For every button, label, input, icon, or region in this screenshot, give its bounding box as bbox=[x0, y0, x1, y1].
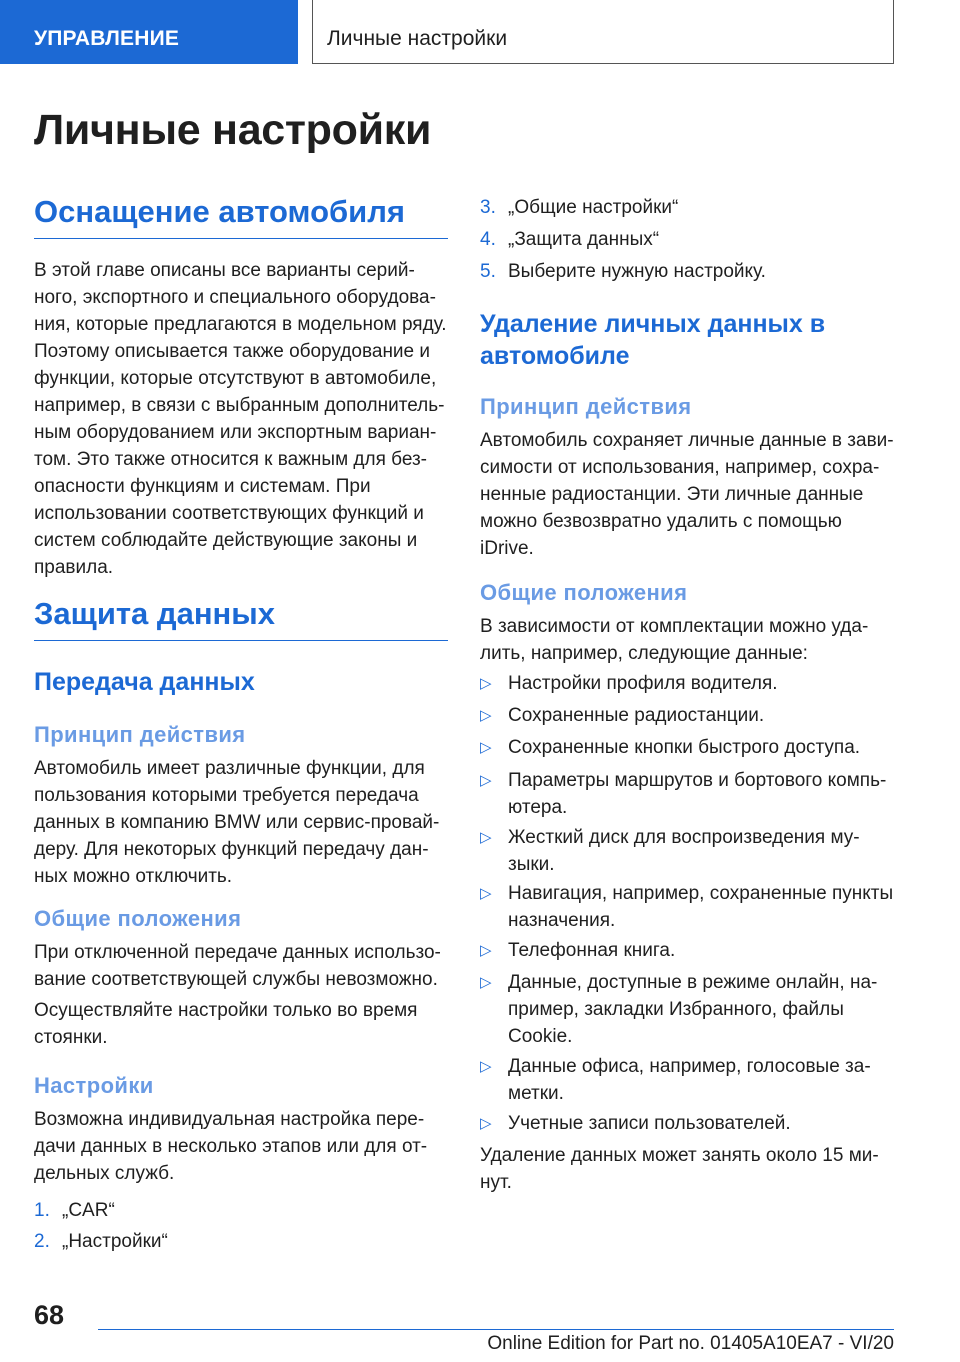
settings-heading: Настройки bbox=[34, 1073, 154, 1098]
step-item bbox=[34, 1197, 448, 1224]
equipment-paragraph bbox=[34, 257, 448, 581]
bullet-triangle-icon: ▷ bbox=[480, 675, 492, 692]
bullet-text: назначения. bbox=[508, 910, 616, 931]
bullet-text: ютера. bbox=[508, 797, 568, 818]
step-number: 3. bbox=[480, 197, 496, 218]
step-text: „Настройки“ bbox=[62, 1231, 168, 1252]
text-line: В зависимости от комплектации можно уда- bbox=[480, 616, 869, 637]
general-heading: Общие положения bbox=[480, 580, 688, 605]
text-line: пользования которыми требуется передача bbox=[34, 785, 419, 806]
text-line: лить, например, следующие данные: bbox=[480, 643, 808, 664]
general-paragraph bbox=[480, 613, 894, 667]
header-section-tab: УПРАВЛЕНИЕ bbox=[0, 0, 298, 64]
bullet-item bbox=[480, 767, 894, 821]
text-line: Автомобиль сохраняет личные данные в зави- bbox=[480, 430, 894, 451]
text-line: Возможна индивидуальная настройка пере- bbox=[34, 1109, 425, 1130]
data-protection-heading: Защита данных bbox=[34, 596, 448, 641]
footer-divider bbox=[98, 1329, 894, 1330]
text-line: использовании соответствующих функций и bbox=[34, 503, 424, 524]
step-number: 5. bbox=[480, 261, 496, 282]
text-line: данных в компанию BMW или сервис-провай- bbox=[34, 812, 440, 833]
step-item bbox=[480, 258, 894, 285]
text-line: ненные радиостанции. Эти личные данные bbox=[480, 484, 864, 505]
text-line: функции, которые отсутствуют в автомобиле, bbox=[34, 368, 437, 389]
text-line: Осуществляйте настройки только во время bbox=[34, 1000, 418, 1021]
settings-paragraph bbox=[34, 1106, 448, 1187]
bullet-text: Навигация, например, сохраненные пункты bbox=[508, 883, 894, 904]
text-line: В этой главе описаны все варианты серий- bbox=[34, 260, 415, 281]
principle-heading: Принцип действия bbox=[34, 722, 246, 747]
closing-paragraph bbox=[480, 1142, 894, 1196]
text-line: опасности функциям и системам. При bbox=[34, 476, 371, 497]
principle-paragraph bbox=[480, 427, 894, 562]
bullet-item bbox=[480, 670, 894, 697]
bullet-item bbox=[480, 702, 894, 729]
bullet-text: Сохраненные кнопки быстрого доступа. bbox=[508, 737, 861, 758]
principle-heading: Принцип действия bbox=[480, 394, 692, 419]
bullet-text: зыки. bbox=[508, 854, 555, 875]
text-line: ным оборудованием или экспортным вариан- bbox=[34, 422, 437, 443]
text-line: iDrive. bbox=[480, 538, 534, 559]
text-line: нут. bbox=[480, 1172, 512, 1193]
bullet-triangle-icon: ▷ bbox=[480, 1058, 492, 1075]
page-number: 68 bbox=[34, 1300, 65, 1330]
data-transfer-heading: Передача данных bbox=[34, 668, 255, 696]
bullet-text: Настройки профиля водителя. bbox=[508, 673, 778, 694]
bullet-text: Cookie. bbox=[508, 1026, 573, 1047]
heading-line: автомобиле bbox=[480, 342, 630, 370]
bullet-item bbox=[480, 880, 894, 934]
step-item bbox=[480, 226, 894, 253]
footer-edition: Online Edition for Part no. 01405A10EA7 - VI/20 bbox=[487, 1333, 894, 1354]
general-paragraph-2 bbox=[34, 997, 448, 1051]
general-heading: Общие положения bbox=[34, 906, 242, 931]
text-line: ния, которые предлагаются в модельном ряду. bbox=[34, 314, 447, 335]
bullet-text: пример, закладки Избранного, файлы bbox=[508, 999, 844, 1020]
bullet-item bbox=[480, 1053, 894, 1107]
bullet-text: Сохраненные радиостанции. bbox=[508, 705, 765, 726]
bullet-item bbox=[480, 1110, 894, 1137]
step-text: „Защита данных“ bbox=[508, 229, 660, 250]
bullet-text: Данные, доступные в режиме онлайн, на- bbox=[508, 972, 878, 993]
step-text: „Общие настройки“ bbox=[508, 197, 679, 218]
text-line: деру. Для некоторых функций передачу дан- bbox=[34, 839, 429, 860]
bullet-item bbox=[480, 734, 894, 761]
text-line: Поэтому описывается также оборудование и bbox=[34, 341, 431, 362]
bullet-triangle-icon: ▷ bbox=[480, 885, 492, 902]
delete-data-heading bbox=[480, 308, 825, 372]
text-line: вание соответствующей службы невозможно. bbox=[34, 969, 438, 990]
text-line: ных можно отключить. bbox=[34, 866, 233, 887]
text-line: дачи данных в несколько этапов или для от- bbox=[34, 1136, 428, 1157]
text-line: можно безвозвратно удалить с помощью bbox=[480, 511, 842, 532]
heading-line: Удаление личных данных в bbox=[480, 310, 826, 338]
text-line: симости от использования, например, сохра- bbox=[480, 457, 880, 478]
bullet-triangle-icon: ▷ bbox=[480, 829, 492, 846]
bullet-triangle-icon: ▷ bbox=[480, 739, 492, 756]
text-line: систем соблюдайте действующие законы и bbox=[34, 530, 418, 551]
bullet-item bbox=[480, 937, 894, 964]
text-line: например, в связи с выбранным дополнитель- bbox=[34, 395, 445, 416]
step-text: Выберите нужную настройку. bbox=[508, 261, 766, 282]
step-item bbox=[34, 1228, 448, 1255]
text-line: дельных служб. bbox=[34, 1163, 175, 1184]
bullet-item bbox=[480, 824, 894, 878]
step-text: „CAR“ bbox=[62, 1200, 115, 1221]
bullet-item bbox=[480, 969, 894, 1050]
bullet-triangle-icon: ▷ bbox=[480, 942, 492, 959]
principle-paragraph bbox=[34, 755, 448, 890]
bullet-text: Учетные записи пользователей. bbox=[508, 1113, 791, 1134]
text-line: ного, экспортного и специального оборудова- bbox=[34, 287, 436, 308]
bullet-text: метки. bbox=[508, 1083, 564, 1104]
bullet-triangle-icon: ▷ bbox=[480, 1115, 492, 1132]
bullet-text: Телефонная книга. bbox=[508, 940, 676, 961]
bullet-triangle-icon: ▷ bbox=[480, 772, 492, 789]
general-paragraph bbox=[34, 939, 448, 993]
text-line: правила. bbox=[34, 557, 114, 578]
text-line: Удаление данных может занять около 15 ми- bbox=[480, 1145, 879, 1166]
text-line: При отключенной передаче данных использо- bbox=[34, 942, 441, 963]
header-chapter-title: Личные настройки bbox=[312, 0, 894, 64]
step-number: 1. bbox=[34, 1200, 50, 1221]
bullet-triangle-icon: ▷ bbox=[480, 974, 492, 991]
text-line: стоянки. bbox=[34, 1027, 108, 1048]
bullet-text: Данные офиса, например, голосовые за- bbox=[508, 1056, 871, 1077]
step-number: 4. bbox=[480, 229, 496, 250]
bullet-text: Параметры маршрутов и бортового компь- bbox=[508, 770, 887, 791]
bullet-text: Жесткий диск для воспроизведения му- bbox=[508, 827, 860, 848]
page-title: Личные настройки bbox=[34, 106, 432, 154]
text-line: Автомобиль имеет различные функции, для bbox=[34, 758, 425, 779]
equipment-heading: Оснащение автомобиля bbox=[34, 194, 448, 239]
step-number: 2. bbox=[34, 1231, 50, 1252]
text-line: том. Это также относится к важным для без- bbox=[34, 449, 428, 470]
bullet-triangle-icon: ▷ bbox=[480, 707, 492, 724]
step-item bbox=[480, 194, 894, 221]
